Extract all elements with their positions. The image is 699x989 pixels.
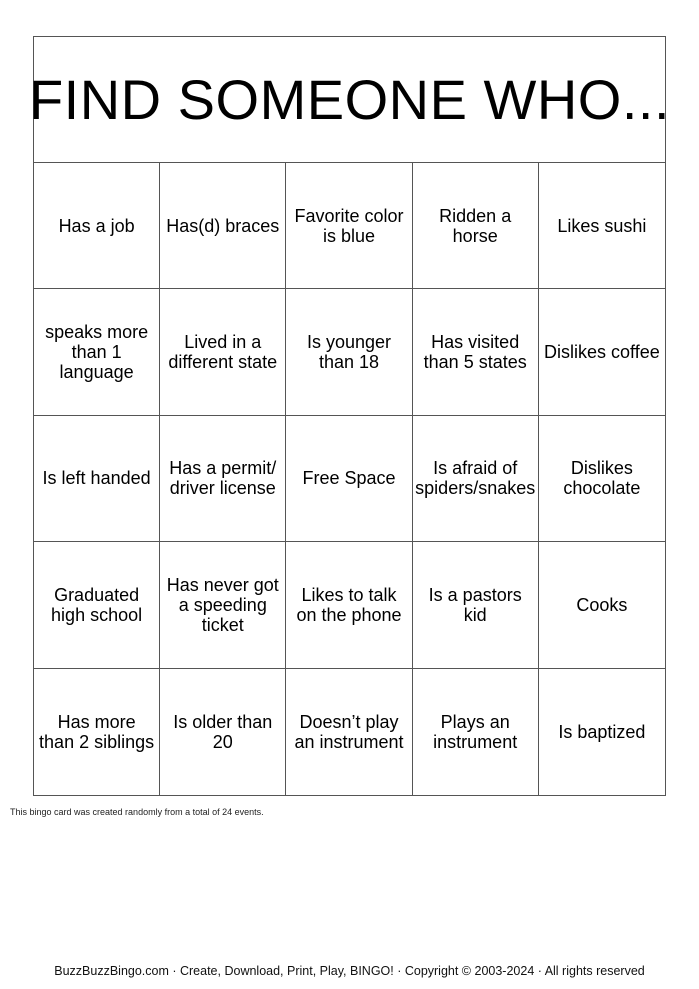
bingo-cell: Dislikes chocolate	[539, 416, 665, 542]
bingo-cell: Has a job	[34, 163, 160, 289]
site-footer: BuzzBuzzBingo.com · Create, Download, Print, Play, BINGO! · Copyright © 2003-2024 · All rights reserved	[54, 964, 645, 978]
bingo-cell: Plays an instrument	[413, 669, 539, 795]
bingo-cell: Is left handed	[34, 416, 160, 542]
bingo-cell: Is baptized	[558, 721, 646, 742]
bingo-cell: Has(d) braces	[160, 163, 286, 289]
bingo-cell: Is older than 20	[160, 669, 286, 795]
bingo-cell: Lived in a different state	[160, 289, 286, 415]
bingo-cell: Is afraid of spiders/snakes	[413, 416, 539, 542]
bingo-cell: Cooks	[539, 542, 665, 668]
bingo-card	[28, 36, 671, 796]
free-space-cell: Free Space	[286, 416, 412, 542]
bingo-cell: Likes sushi	[539, 163, 665, 289]
bingo-cell: Is younger than 18	[286, 289, 412, 415]
bingo-cell: Is a pastors kid	[413, 542, 539, 668]
bingo-cell: Favorite color is blue	[286, 163, 412, 289]
card-note: This bingo card was created randomly from a total of 24 events.	[10, 807, 264, 817]
bingo-cell: Has a permit/ driver license	[160, 416, 286, 542]
bingo-cell: Ridden a horse	[413, 163, 539, 289]
bingo-cell: Doesn’t play an instrument	[286, 669, 412, 795]
bingo-cell: speaks more than 1 language	[34, 289, 160, 415]
bingo-cell: Has more than 2 siblings	[34, 669, 160, 795]
bingo-cell: Has visited than 5 states	[413, 289, 539, 415]
bingo-cell: Dislikes coffee	[539, 289, 665, 415]
bingo-grid	[34, 163, 665, 795]
bingo-cell: Graduated high school	[34, 542, 160, 668]
bingo-cell: Likes to talk on the phone	[286, 542, 412, 668]
card-title: FIND SOMEONE WHO...	[34, 37, 665, 163]
bingo-cell: Has never got a speeding ticket	[160, 542, 286, 668]
